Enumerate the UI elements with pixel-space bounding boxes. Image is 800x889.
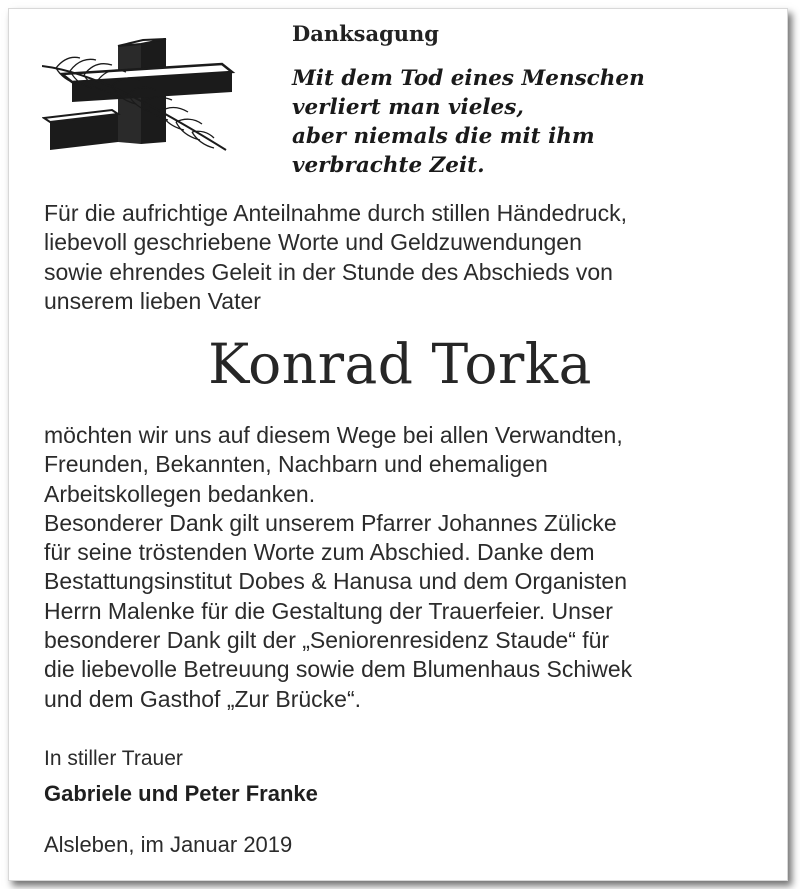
quote-line: verliert man vieles, bbox=[292, 95, 524, 120]
quote-line: verbrachte Zeit. bbox=[292, 153, 485, 178]
intro-line: liebevoll geschriebene Worte und Geldzuwendungen bbox=[44, 229, 582, 256]
thanks-line: Arbeitskollegen bedanken. bbox=[44, 480, 316, 507]
thanks-line: und dem Gasthof „Zur Brücke“. bbox=[44, 685, 362, 712]
intro-paragraph bbox=[44, 199, 627, 316]
signers-names: Gabriele und Peter Franke bbox=[44, 781, 318, 806]
thanks-line: möchten wir uns auf diesem Wege bei allen Verwandten, bbox=[44, 422, 623, 448]
intro-line: unserem lieben Vater bbox=[44, 287, 261, 314]
place-and-date: Alsleben, im Januar 2019 bbox=[44, 832, 293, 857]
thanks-line: für seine tröstenden Worte zum Abschied. Danke dem bbox=[44, 539, 595, 566]
mourning-line: In stiller Trauer bbox=[44, 747, 183, 770]
thanks-line: besonderer Dank gilt der „Seniorenresidenz Staude“ für bbox=[44, 627, 610, 654]
thanks-paragraph bbox=[44, 421, 632, 714]
quote-line: Mit dem Tod eines Menschen bbox=[292, 66, 645, 91]
intro-line: sowie ehrendes Geleit in der Stunde des Abschieds von bbox=[44, 258, 613, 285]
notice-heading: Danksagung bbox=[292, 21, 439, 46]
thanks-line: Besonderer Dank gilt unserem Pfarrer Johannes Zülicke bbox=[44, 509, 617, 536]
quote-line: aber niemals die mit ihm bbox=[292, 124, 595, 149]
thanks-line: Herrn Malenke für die Gestaltung der Trauerfeier. Unser bbox=[44, 597, 613, 624]
intro-line: Für die aufrichtige Anteilnahme durch stillen Händedruck, bbox=[44, 200, 627, 226]
thanks-line: Bestattungsinstitut Dobes & Hanusa und dem Organisten bbox=[44, 568, 628, 595]
deceased-name: Konrad Torka bbox=[208, 332, 592, 396]
cross-with-palm-frond-icon bbox=[42, 38, 238, 156]
memorial-quote bbox=[292, 64, 645, 180]
thanks-line: die liebevolle Betreuung sowie dem Blumenhaus Schiwek bbox=[44, 656, 633, 683]
thanks-line: Freunden, Bekannten, Nachbarn und ehemaligen bbox=[44, 451, 548, 478]
